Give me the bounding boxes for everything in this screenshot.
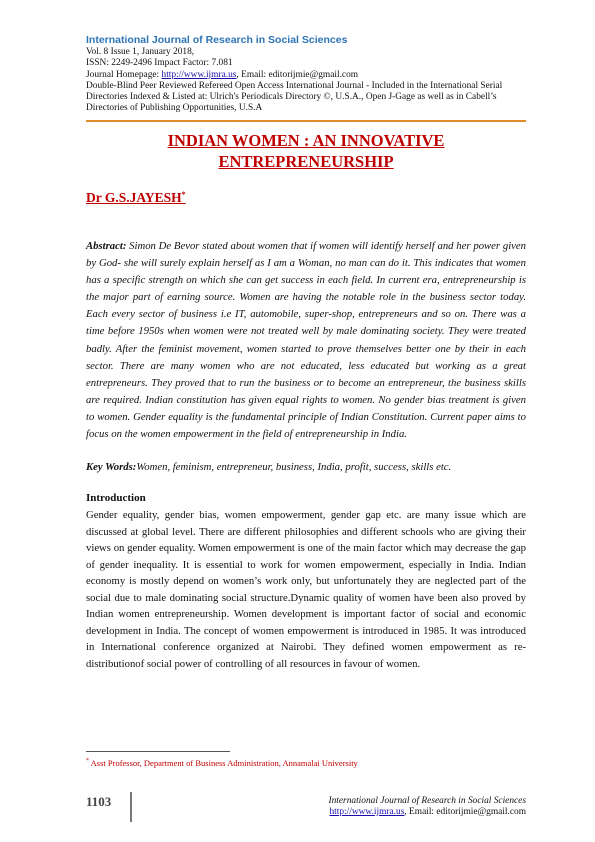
footnote (86, 758, 358, 768)
journal-header (86, 34, 526, 115)
keywords-label: Key Words: (86, 461, 137, 473)
introduction-heading: Introduction (86, 492, 146, 504)
author-name (86, 190, 186, 206)
abstract (86, 238, 526, 443)
footnote-mark: * (86, 758, 89, 765)
author-text: Dr G.S.JAYESH (86, 190, 182, 205)
journal-indexing: Double-Blind Peer Reviewed Refereed Open Access International Journal - Included in the International Serial Directories Indexed & Listed at: Ulrich's Periodicals Directory ©, U.S.A., Open J-Gage as well as in Cabell’s Directories of Publishing Opportunities, U.S.A (86, 80, 503, 114)
abstract-text: Simon De Bevor stated about women that if women will identify herself and her power given by God- she will surely explain herself as I am a Woman, no man can do it. This indicates that women has a specific strength on which she can get success in each field. In current era, entrepreneurship is the major part of earning source. Women are having the notable role in the business sector today. Each every sector of business i.e IT, automobile, super-shop, entrepreneurs and so on. There was a time before 1950s when women were not treated well by male dominating society. They were treated badly. After the feminist movement, women started to prove themselves better one by their in each sector. There are many women who are not educated, less educated but working as a great entrepreneurs. They proved that to run the business or to become an entrepreneur, the business skills are required. Indian constitution has given equal rights to women. No gender bias treatment is given to women. Gender equality is the fundamental principle of Indian Constitution. Current paper aims to focus on the women empowerment in the field of entrepreneurship in India. (86, 240, 526, 441)
article-title (86, 130, 526, 172)
footer-divider (130, 792, 132, 822)
page-number: 1103 (86, 794, 112, 809)
journal-issn: ISSN: 2249-2496 Impact Factor: 7.081 (86, 58, 233, 69)
header-email: , Email: editorijmie@gmail.com (236, 69, 359, 80)
title-line-2: ENTREPRENEURSHIP (218, 152, 394, 171)
footer-contact (290, 807, 526, 818)
author-footnote-mark: * (181, 190, 186, 199)
homepage-label: Journal Homepage: (86, 69, 162, 80)
journal-name: International Journal of Research in Social Sciences (86, 34, 348, 46)
abstract-label: Abstract: (86, 240, 127, 252)
footer-email: , Email: editorijmie@gmail.com (404, 807, 526, 817)
footer-link[interactable]: http://www.ijmra.us (329, 807, 405, 817)
keywords (86, 459, 526, 475)
footer-journal-name: International Journal of Research in Social Sciences (328, 796, 526, 806)
footnote-text: Asst Professor, Department of Business Administration, Annamalai University (89, 758, 358, 768)
journal-homepage (86, 70, 526, 81)
journal-volume: Vol. 8 Issue 1, January 2018, (86, 47, 195, 57)
footnote-divider (86, 751, 230, 752)
header-divider (86, 120, 526, 122)
title-line-1: INDIAN WOMEN : AN INNOVATIVE (167, 131, 445, 150)
keywords-text: Women, feminism, entrepreneur, business, India, profit, success, skills etc. (136, 461, 452, 473)
homepage-link[interactable]: http://www.ijmra.us (161, 69, 237, 80)
introduction-text: Gender equality, gender bias, women empowerment, gender gap etc. are many issue which are discussed at global level. There are different philosophies and different schools who are giving their views on gender equality. Women empowerment is one of the main factor which may decrease the gap of gender inequality. It is essential to work for women empowerment, especially in India. Indian economy is mostly depend on women’s work only, but unfortunately they are neglected part of the social due to male dominating social structure.Dynamic quality of women have been also proved by Indian women entrepreneurship. Women development is important factor of social and economic development in India. The concept of women empowerment is introduced in 1985. It was introduced in International conference organized at Nairobi. They defined women empowerment as re-distributionof social power of controlling of all resources in favour of women. (86, 509, 526, 670)
page-footer (290, 796, 526, 818)
